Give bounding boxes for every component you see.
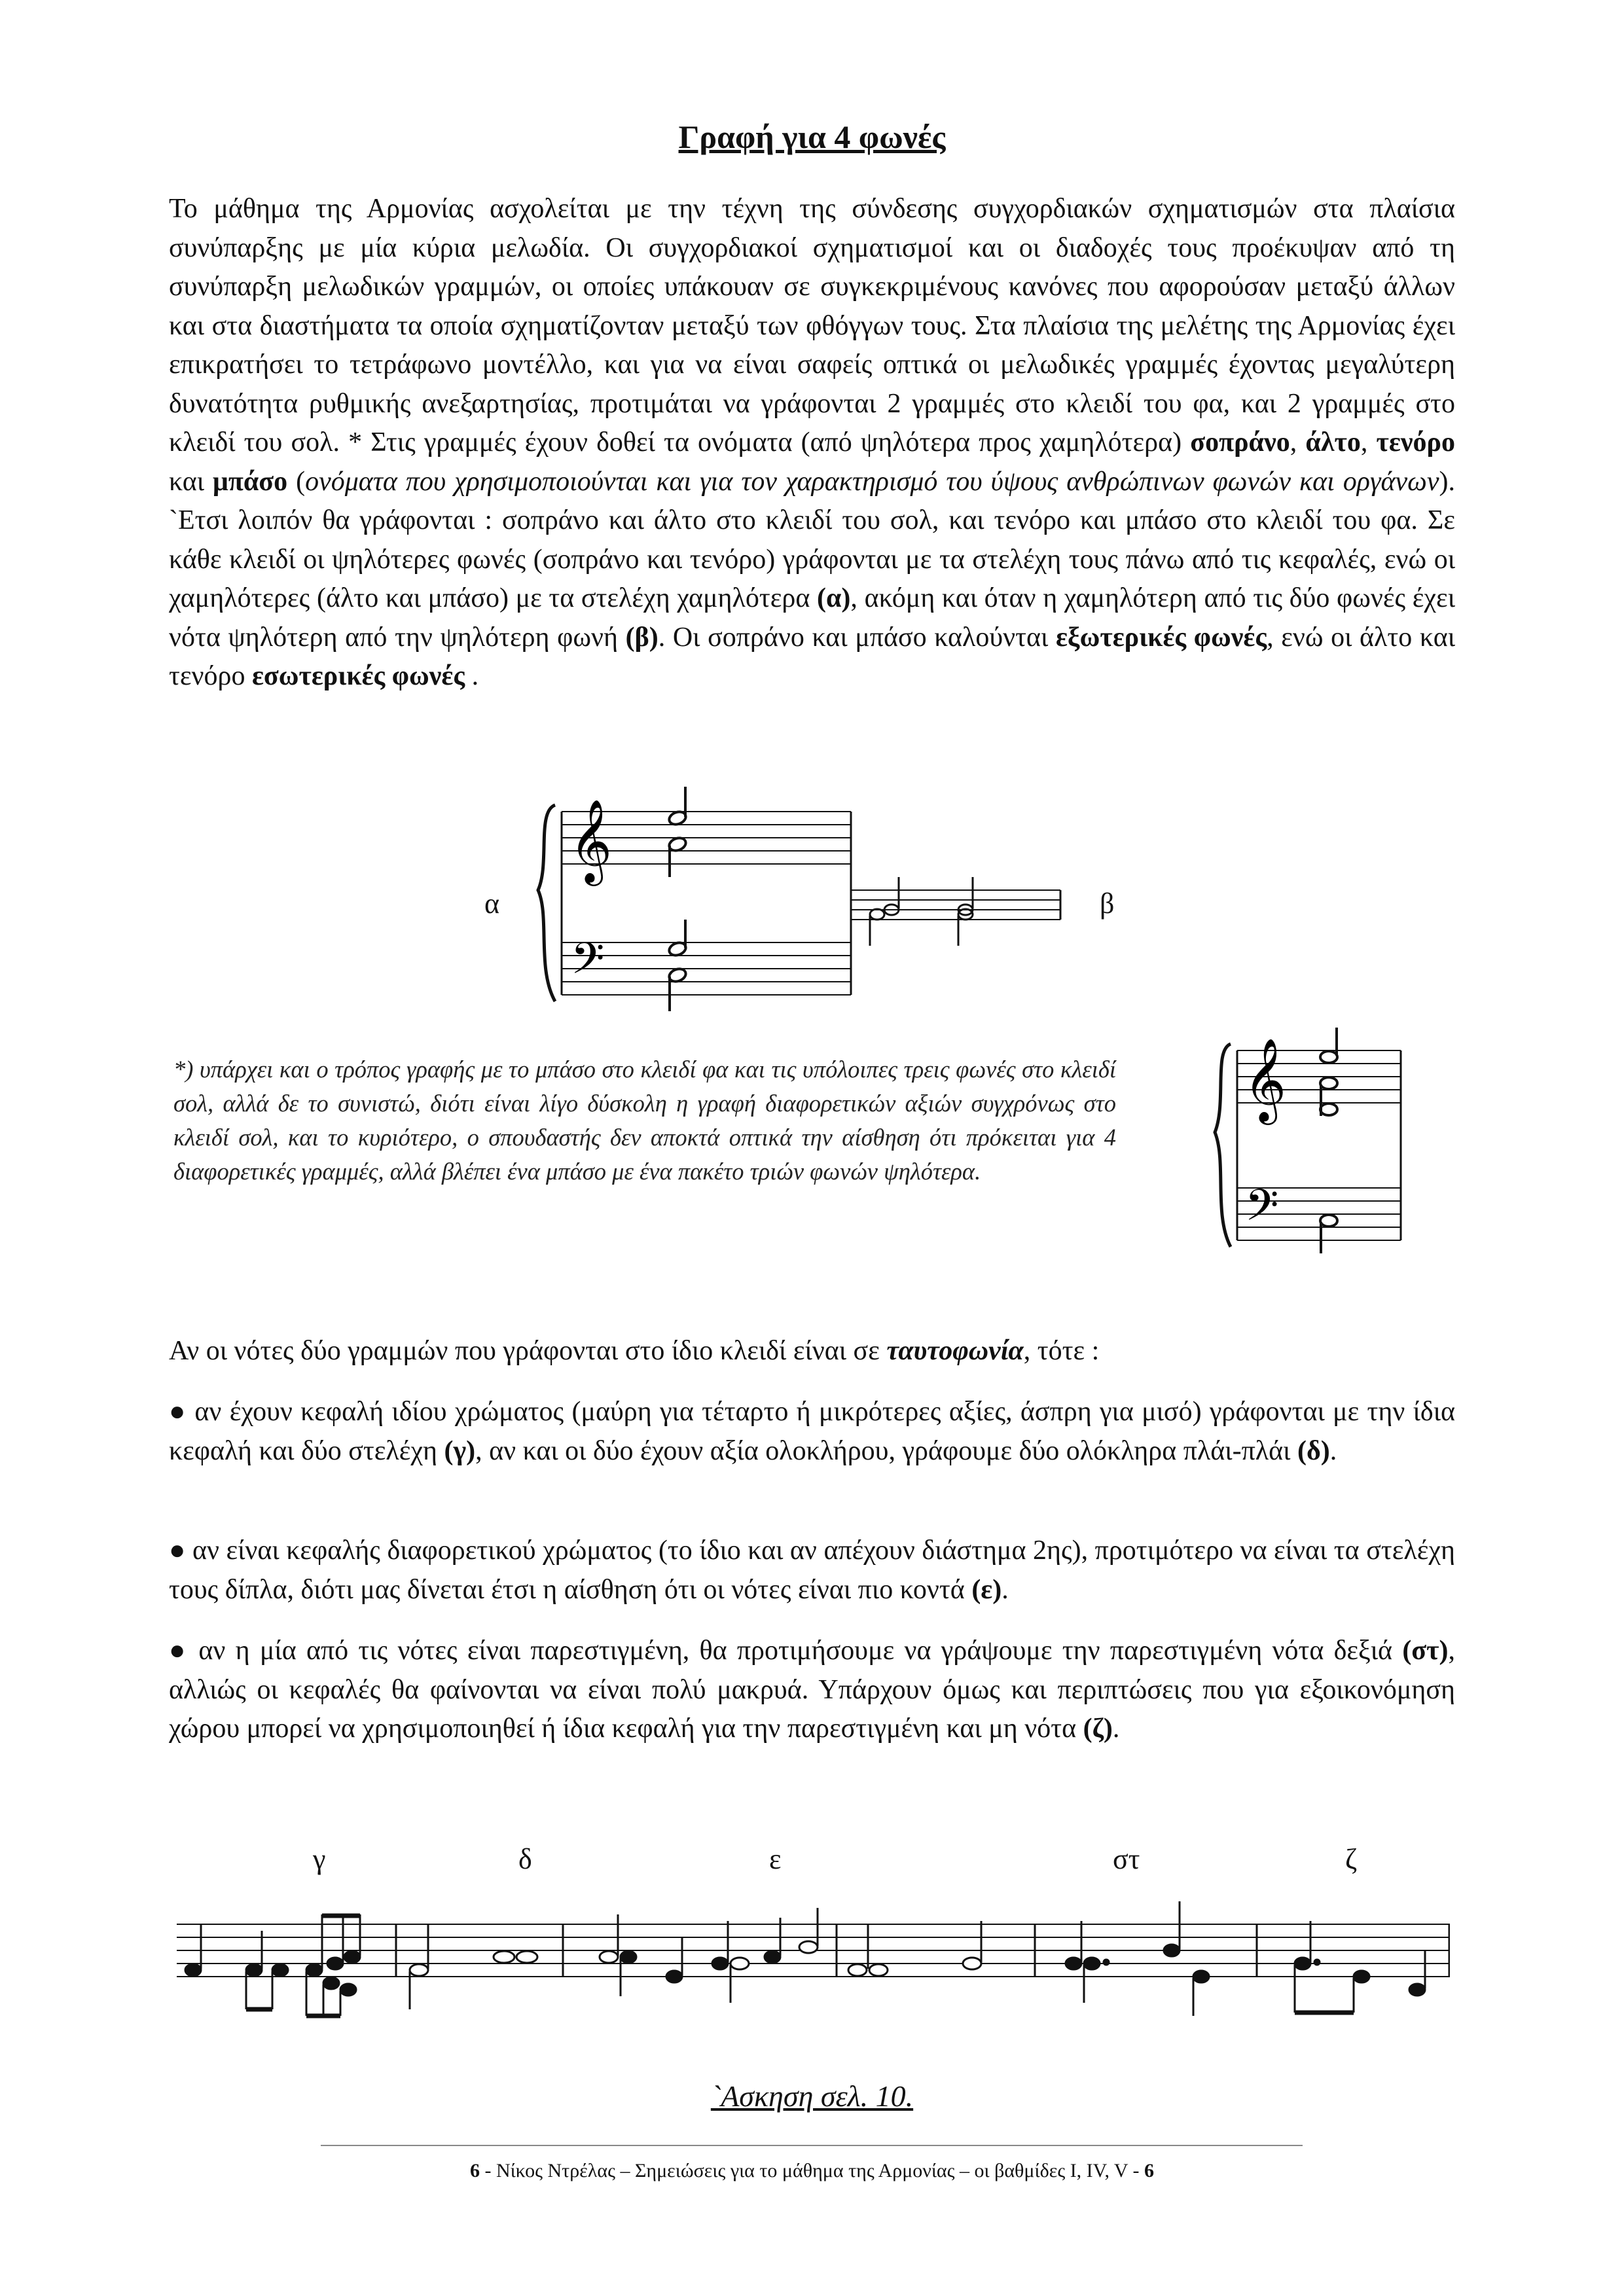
- exercise-reference: `Ασκηση σελ. 10.: [710, 2079, 914, 2113]
- bullet-item-different-color: ● αν είναι κεφαλής διαφορετικού χρώματος (το ίδιο και αν απέχουν διάστημα 2ης), προτιμότερο να είναι τα στελέχη τους δίπλα, διότι μας δίνεται έτσι η αίσθηση ότι οι νότες είναι πιο κοντά (ε).: [169, 1535, 1455, 1605]
- intro-paragraph: Το μάθημα της Αρμονίας ασχολείται με την τέχνη της σύνδεσης συγχορδιακών σχηματισμών στα πλαίσια συνύπαρξης με μία κύρια μελωδία. Οι συγχορδιακοί σχηματισμοί και οι διαδοχές τους προέκυψαν από τη συνύπαρξη μελωδικών γραμμών, οι οποίες υπάκουαν σε συγκεκριμένους κανόνες που αφορούσαν μεταξύ άλλων και στα διαστήματα τα οποία σχηματίζονταν μεταξύ των φθόγγων τους. Στα πλαίσια της μελέτης της Αρμονίας έχει επικρατήσει το τετράφωνο μοντέλλο, και για να είναι σαφείς οπτικά οι μελωδικές γραμμές έχοντας μεγαλύτερη δυνατότητα ρυθμικής ανεξαρτησίας, προτιμάται να γράφονται 2 γραμμές στο κλειδί του φα, και 2 γραμμές στο κλειδί του σολ. * Στις γραμμές έχουν δοθεί τα ονόματα (από ψηλότερα προς χαμηλότερα) σοπράνο, άλτο, τενόρο και μπάσο (ονόματα που χρησιμοποιούνται και για τον χαρακτηρισμό του ύψους ανθρώπινων φωνών και οργάνων). `Ετσι λοιπόν θα γράφονται : σοπράνο και άλτο στο κλειδί του σολ, και τενόρο και μπάσο στο κλειδί του φα. Σε κάθε κλειδί οι ψηλότερες φωνές (σοπράνο και τενόρο) γράφονται με τα στελέχη τους πάνω από τις κεφαλές, ενώ οι χαμηλότερες (άλτο και μπάσο) με τα στελέχη χαμηλότερα (α), ακόμη και όταν η χαμηλότερη από τις δύο φωνές έχει νότα ψηλότερη από την ψηλότερη φωνή (β). Οι σοπράνο και μπάσο καλούνται εξωτερικές φωνές, ενώ οι άλτο και τενόρο εσωτερικές φωνές .: [169, 194, 1456, 691]
- example-label-alpha: α: [484, 888, 500, 920]
- page-footer: 6 - Νίκος Ντρέλας – Σημειώσεις για το μάθημα της Αρμονίας – οι βαθμίδες I, IV, V - 6: [469, 2160, 1155, 2181]
- footnote-grand-staff: [1204, 1024, 1414, 1266]
- treble-clef-icon: 𝄞: [569, 798, 613, 882]
- example-alpha-grand-staff: [524, 785, 864, 1021]
- example-beta-staff: [844, 864, 1067, 949]
- unison-examples-staff: [177, 1885, 1450, 2036]
- bullet-item-dotted: ● αν η μία από τις νότες είναι παρεστιγμένη, θα προτιμήσουμε να γράψουμε την παρεστιγμένη νότα δεξιά (στ), αλλιώς οι κεφαλές θα φαίνονται να είναι πολύ μακρυά. Υπάρχουν όμως και περιπτώσεις που για εξοικονόμηση χώρου μπορεί να χρησιμοποιηθεί ή ίδια κεφαλή για την παρεστιγμένη και μη νότα (ζ).: [169, 1636, 1455, 1744]
- page-title: Γραφή για 4 φωνές: [678, 118, 946, 155]
- treble-clef-icon: 𝄞: [1244, 1037, 1287, 1121]
- staff-label-gamma: γ: [313, 1843, 326, 1875]
- bullet-item-same-color: ● αν έχουν κεφαλή ιδίου χρώματος (μαύρη για τέταρτο ή μικρότερες αξίες, άσπρη για μισό) γράφονται με την ίδια κεφαλή και δύο στελέχη (γ), αν και οι δύο έχουν αξία ολοκλήρου, γράφουμε δύο ολόκληρα πλάι-πλάι (δ).: [169, 1397, 1455, 1466]
- staff-label-sigma-tau: στ: [1113, 1843, 1140, 1875]
- example-label-beta: β: [1100, 888, 1115, 920]
- staff-label-zeta: ζ: [1345, 1843, 1358, 1875]
- staff-label-epsilon: ε: [769, 1843, 782, 1875]
- footer-divider: [321, 2145, 1303, 2146]
- unison-intro: Αν οι νότες δύο γραμμών που γράφονται στο ίδιο κλειδί είναι σε ταυτοφωνία, τότε :: [169, 1336, 1100, 1366]
- bass-clef-icon: 𝄢: [1245, 1180, 1279, 1241]
- footnote: *) υπάρχει και ο τρόπος γραφής με το μπάσο στο κλειδί φα και τις υπόλοιπες τρεις φωνές στο κλειδί σολ, αλλά δε το συνιστώ, διότι είναι λίγο δύσκολη η γραφή διαφορετικών αξιών συγχρόνως στο κλειδί σολ, και το κυριότερο, ο σπουδαστής δεν αποκτά οπτικά την αίσθηση ότι πρόκειται για 4 διαφορετικές γραμμές, αλλά βλέπει ένα μπάσο με ένα πακέτο τριών φωνών ψηλότερα.: [173, 1056, 1116, 1185]
- staff-label-delta: δ: [518, 1843, 532, 1875]
- bass-clef-icon: 𝄢: [571, 933, 605, 994]
